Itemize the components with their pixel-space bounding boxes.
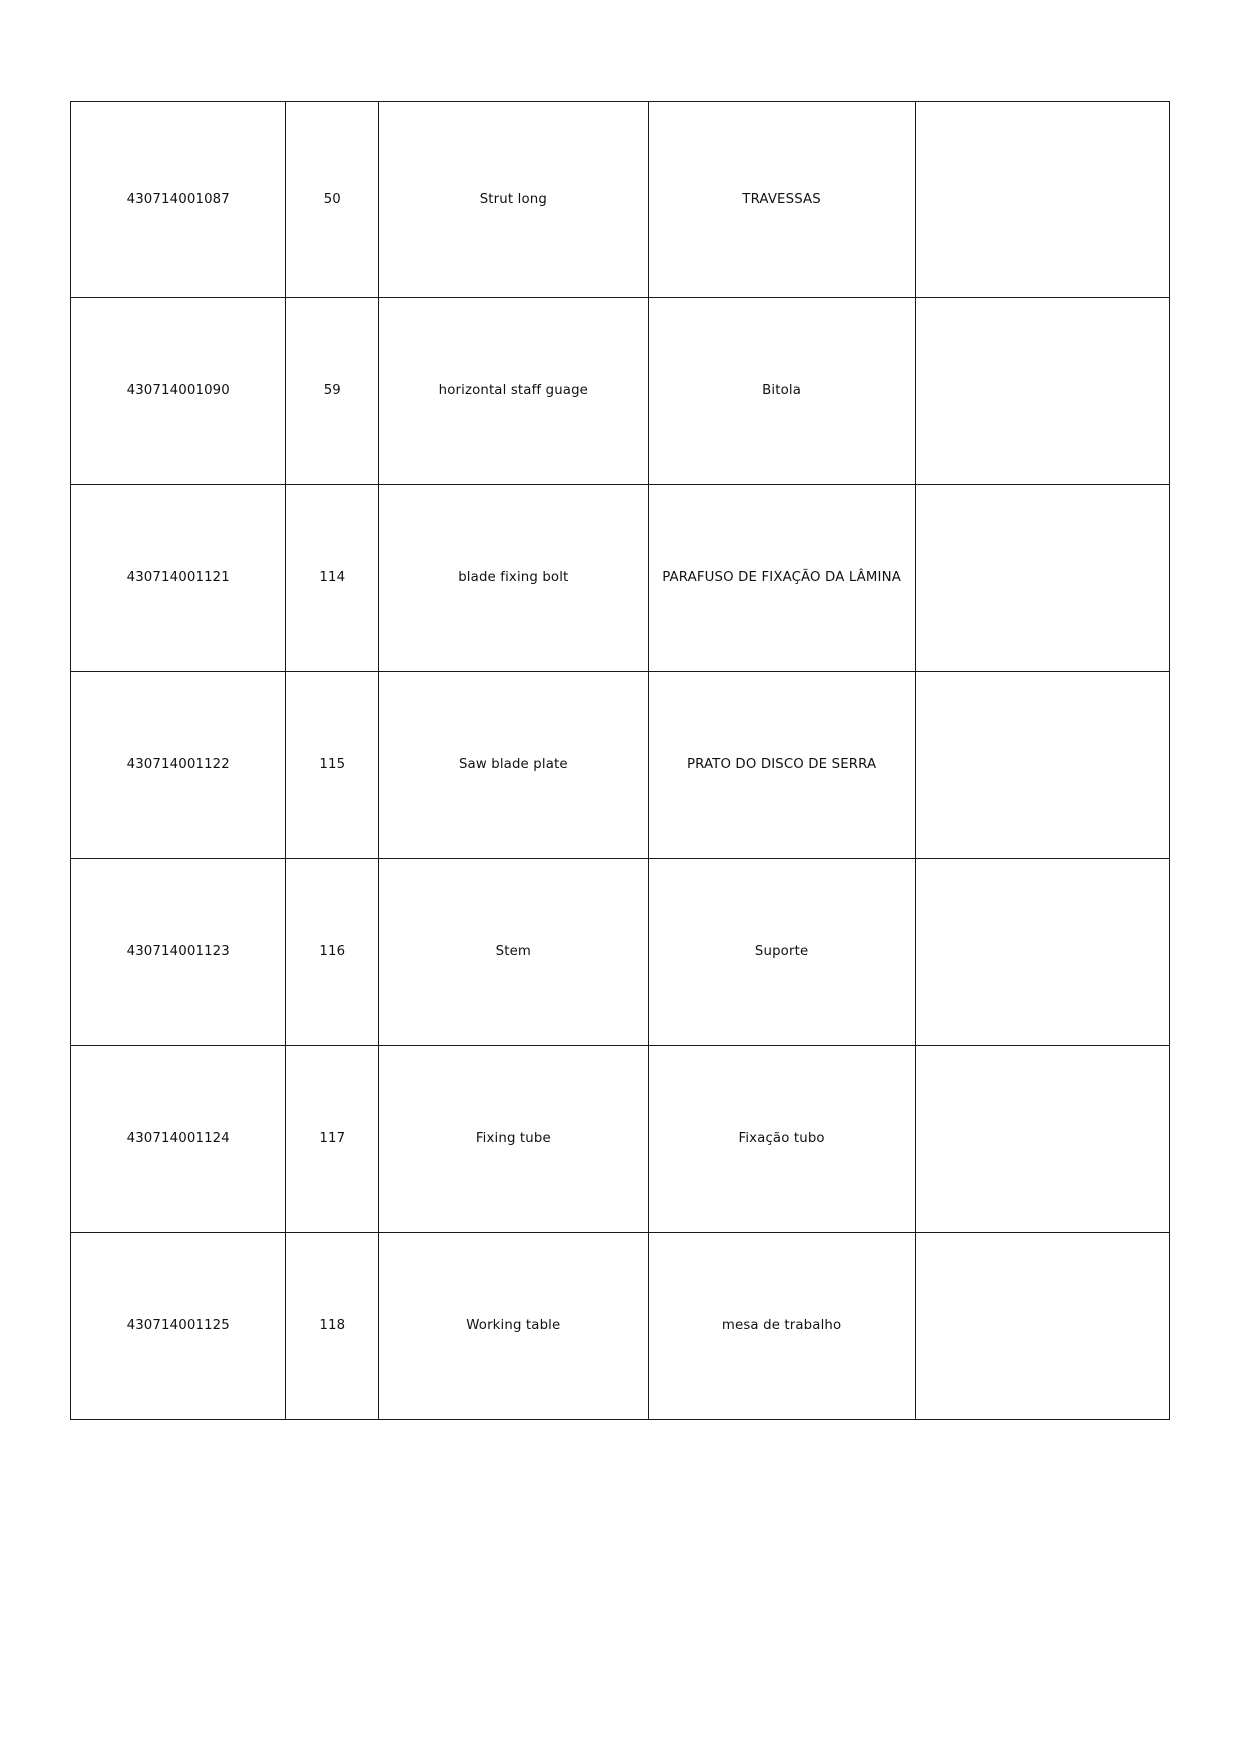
photo-cell [915, 1046, 1169, 1233]
name-en: Fixing tube [475, 1131, 551, 1147]
part-number-cell [71, 485, 286, 672]
name-en-cell [379, 485, 648, 672]
parts-catalog-table [70, 101, 1170, 1420]
table-row [71, 672, 1170, 859]
photo-cell [915, 485, 1169, 672]
name-pt: Suporte [754, 944, 809, 960]
photo-cell [915, 298, 1169, 485]
part-number: 430714001123 [126, 944, 230, 960]
table-row [71, 485, 1170, 672]
part-number: 430714001090 [126, 383, 230, 399]
part-number: 430714001122 [126, 757, 230, 773]
item-number: 117 [319, 1131, 346, 1147]
name-en-cell [379, 859, 648, 1046]
part-number: 430714001087 [126, 191, 230, 207]
name-en: Stem [495, 944, 532, 960]
name-pt-cell [648, 672, 915, 859]
part-number-cell [71, 298, 286, 485]
part-number: 430714001124 [126, 1131, 230, 1147]
name-en: Saw blade plate [458, 757, 568, 773]
photo-cell [915, 859, 1169, 1046]
part-number-cell [71, 1046, 286, 1233]
item-number-cell [286, 485, 379, 672]
photo-cell [915, 102, 1169, 298]
part-number-cell [71, 1233, 286, 1420]
name-pt: Bitola [762, 383, 802, 399]
item-number: 115 [319, 757, 346, 773]
name-en: Working table [466, 1318, 561, 1334]
item-number-cell [286, 298, 379, 485]
part-number: 430714001121 [126, 570, 230, 586]
name-en-cell [379, 102, 648, 298]
name-en-cell [379, 672, 648, 859]
table-row [71, 859, 1170, 1046]
name-pt-cell [648, 1046, 915, 1233]
name-en: blade fixing bolt [458, 570, 569, 586]
item-number: 59 [323, 383, 341, 399]
name-pt-cell [648, 298, 915, 485]
name-en-cell [379, 1233, 648, 1420]
name-en: horizontal staff guage [438, 383, 588, 399]
photo-cell [915, 672, 1169, 859]
item-number: 50 [323, 191, 341, 207]
part-number-cell [71, 672, 286, 859]
name-pt: PRATO DO DISCO DE SERRA [686, 757, 877, 773]
name-pt: mesa de trabalho [721, 1318, 842, 1334]
item-number-cell [286, 1046, 379, 1233]
table-row [71, 298, 1170, 485]
name-pt: TRAVESSAS [742, 191, 821, 207]
item-number: 114 [319, 570, 346, 586]
name-pt: Fixação tubo [738, 1131, 825, 1147]
part-number-cell [71, 102, 286, 298]
item-number: 116 [319, 944, 346, 960]
table-row [71, 1233, 1170, 1420]
name-pt-cell [648, 102, 915, 298]
name-pt: PARAFUSO DE FIXAÇÃO DA LÂMINA [662, 570, 901, 586]
table-row [71, 1046, 1170, 1233]
part-number-cell [71, 859, 286, 1046]
name-pt-cell [648, 1233, 915, 1420]
name-pt-cell [648, 859, 915, 1046]
name-pt-cell [648, 485, 915, 672]
item-number-cell [286, 672, 379, 859]
part-number: 430714001125 [126, 1318, 230, 1334]
item-number-cell [286, 102, 379, 298]
item-number-cell [286, 859, 379, 1046]
table-row [71, 102, 1170, 298]
item-number: 118 [319, 1318, 346, 1334]
name-en-cell [379, 298, 648, 485]
photo-cell [915, 1233, 1169, 1420]
name-en-cell [379, 1046, 648, 1233]
name-en: Strut long [479, 191, 547, 207]
item-number-cell [286, 1233, 379, 1420]
